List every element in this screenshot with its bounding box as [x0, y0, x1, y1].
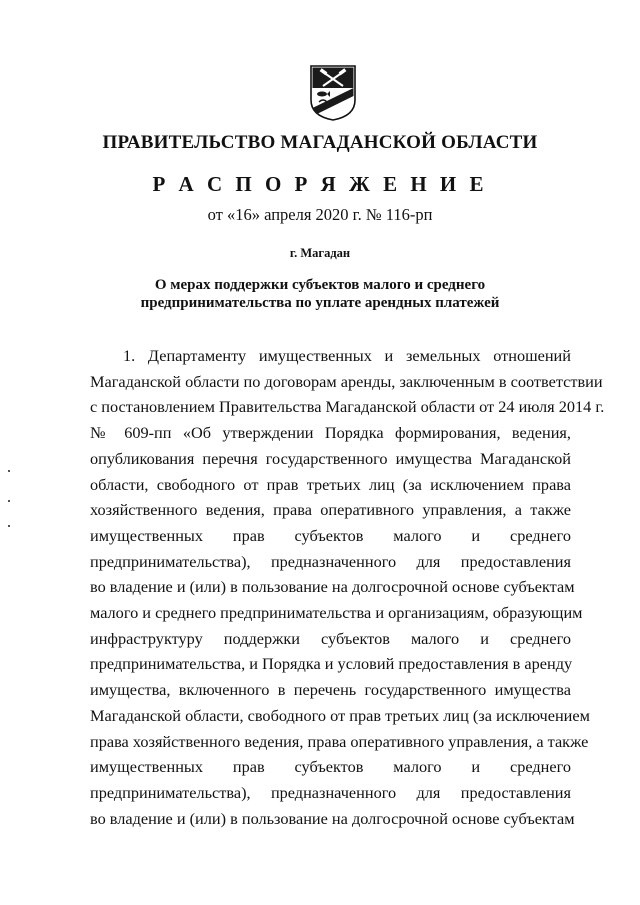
body-line: имущественных прав субъектов малого и среднего [90, 757, 571, 777]
body-line: имущества, включенного в перечень государственного имущества [90, 680, 571, 700]
body-line: во владение и (или) в пользование на долгосрочной основе субъектам [90, 808, 575, 828]
magadan-coat-of-arms-icon [309, 64, 357, 122]
body-line: права хозяйственного ведения, права оперативного управления, а также [90, 731, 589, 751]
scan-speck [8, 525, 10, 527]
body-line: имущественных прав субъектов малого и среднего [90, 525, 571, 545]
document-heading-line: О мерах поддержки субъектов малого и среднего [154, 277, 486, 293]
document-body [90, 343, 605, 831]
body-line: предпринимательства, и Порядка и условий предоставления в аренду [90, 654, 573, 674]
scan-speck [8, 470, 10, 472]
scan-speck [8, 500, 10, 502]
document-heading-line: предпринимательства по уплате арендных платежей [140, 295, 500, 311]
government-title: ПРАВИТЕЛЬСТВО МАГАДАНСКОЙ ОБЛАСТИ [102, 132, 538, 153]
document-date-number: от «16» апреля 2020 г. № 116-рп [207, 205, 433, 224]
body-line: Магаданской области, свободного от прав третьих лиц (за исключением [90, 705, 590, 725]
body-line: инфраструктуру поддержки субъектов малого и среднего [90, 628, 571, 648]
body-line: предпринимательства), предназначенного для предоставления [90, 551, 571, 571]
body-line: хозяйственного ведения, права оперативного управления, а также [90, 500, 571, 520]
document-city: г. Магадан [289, 246, 351, 260]
body-line: малого и среднего предпринимательства и организациям, образующим [90, 603, 583, 623]
body-line: области, свободного от прав третьих лиц (за исключением права [90, 474, 571, 494]
body-line: № 609-пп «Об утверждении Порядка формирования, ведения, [90, 423, 571, 443]
body-line: Магаданской области по договорам аренды, заключенным в соответствии [90, 371, 603, 391]
document-type: Р А С П О Р Я Ж Е Н И Е [152, 172, 488, 196]
body-line: с постановлением Правительства Магаданской области от 24 июля 2014 г. [90, 397, 605, 417]
body-line: 1. Департаменту имущественных и земельных отношений [123, 346, 571, 365]
body-line: во владение и (или) в пользование на долгосрочной основе субъектам [90, 577, 575, 597]
body-line: опубликования перечня государственного имущества Магаданской [90, 448, 571, 468]
body-line: предпринимательства), предназначенного для предоставления [90, 782, 571, 802]
document-heading [0, 276, 640, 312]
